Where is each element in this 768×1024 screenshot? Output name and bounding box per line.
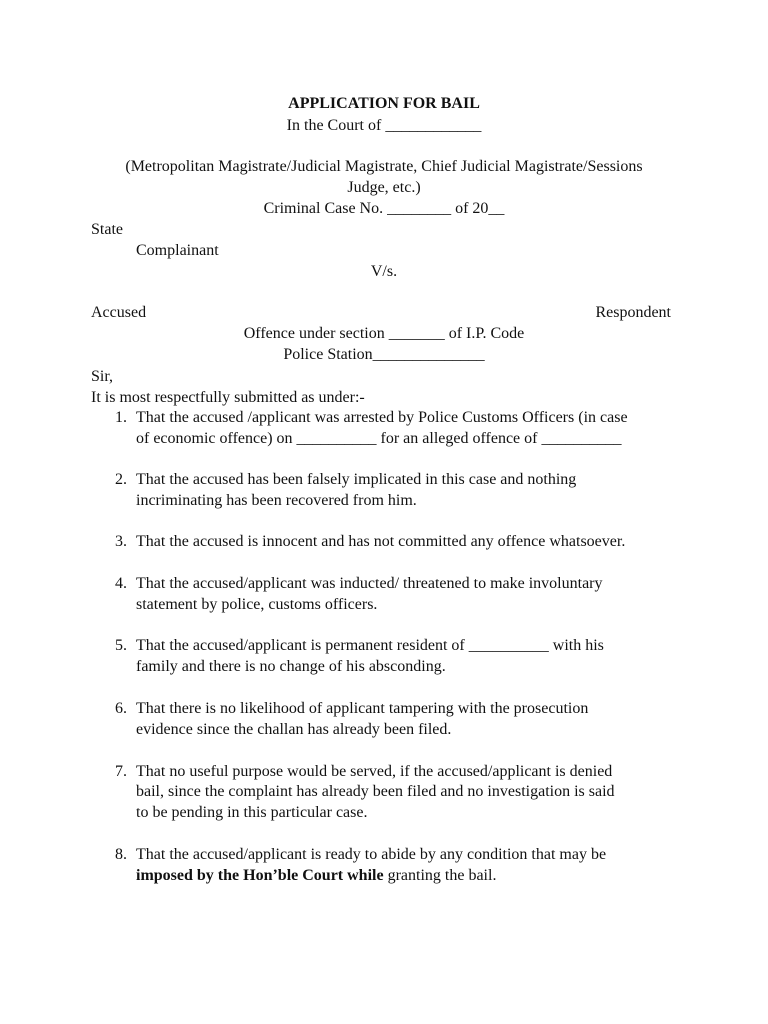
list-item-line: That no useful purpose would be served, if the accused/applicant is denied: [136, 763, 613, 780]
list-item-line: That the accused /applicant was arrested by Police Customs Officers (in case: [136, 409, 628, 426]
intro-line: It is most respectfully submitted as under:-: [91, 389, 365, 406]
list-item-line: incriminating has been recovered from him.: [136, 492, 417, 509]
list-item-line: to be pending in this particular case.: [136, 804, 368, 821]
magistrate-line-1: (Metropolitan Magistrate/Judicial Magistrate, Chief Judicial Magistrate/Sessions: [125, 158, 643, 175]
complainant-label: Complainant: [136, 242, 219, 259]
list-item-number: 2.: [115, 471, 127, 488]
versus-label: V/s.: [370, 263, 398, 280]
list-item-line: bail, since the complaint has already been filed and no investigation is said: [136, 783, 615, 800]
list-item-line: That the accused/applicant is ready to abide by any condition that may be: [136, 846, 607, 863]
list-item-number: 7.: [115, 763, 127, 780]
offence-line: Offence under section _______ of I.P. Code: [243, 325, 525, 342]
list-item-line: That the accused/applicant is permanent resident of __________ with his: [136, 637, 604, 654]
list-item-number: 6.: [115, 700, 127, 717]
list-item-number: 8.: [115, 846, 127, 863]
list-item-line: statement by police, customs officers.: [136, 596, 378, 613]
list-item-line: family and there is no change of his absconding.: [136, 658, 446, 675]
case-number-line: Criminal Case No. ________ of 20__: [263, 200, 505, 217]
list-item-number: 4.: [115, 575, 127, 592]
police-station-line: Police Station______________: [283, 346, 485, 363]
list-item-number: 1.: [115, 409, 127, 426]
document-title: APPLICATION FOR BAIL: [288, 95, 480, 112]
list-item-line: That the accused has been falsely implicated in this case and nothing: [136, 471, 577, 488]
list-item-line-tail: granting the bail.: [383, 867, 497, 884]
court-line: In the Court of ____________: [286, 117, 482, 134]
respondent-label: Respondent: [595, 304, 671, 321]
list-item-number: 5.: [115, 637, 127, 654]
list-item-line: That there is no likelihood of applicant tampering with the prosecution: [136, 700, 589, 717]
list-item-line: That the accused/applicant was inducted/ threatened to make involuntary: [136, 575, 603, 592]
list-item-line: That the accused is innocent and has not committed any offence whatsoever.: [136, 533, 626, 550]
salutation: Sir,: [91, 368, 114, 385]
list-item-line-last: [136, 866, 496, 886]
list-item-line: evidence since the challan has already been filed.: [136, 721, 452, 738]
state-label: State: [91, 221, 123, 238]
list-item-line: of economic offence) on __________ for an alleged offence of __________: [136, 430, 622, 447]
magistrate-line-2: Judge, etc.): [347, 179, 421, 196]
list-item-number: 3.: [115, 533, 127, 550]
emphasized-text: imposed by the Hon’ble Court while: [136, 867, 384, 884]
accused-label: Accused: [91, 304, 147, 321]
